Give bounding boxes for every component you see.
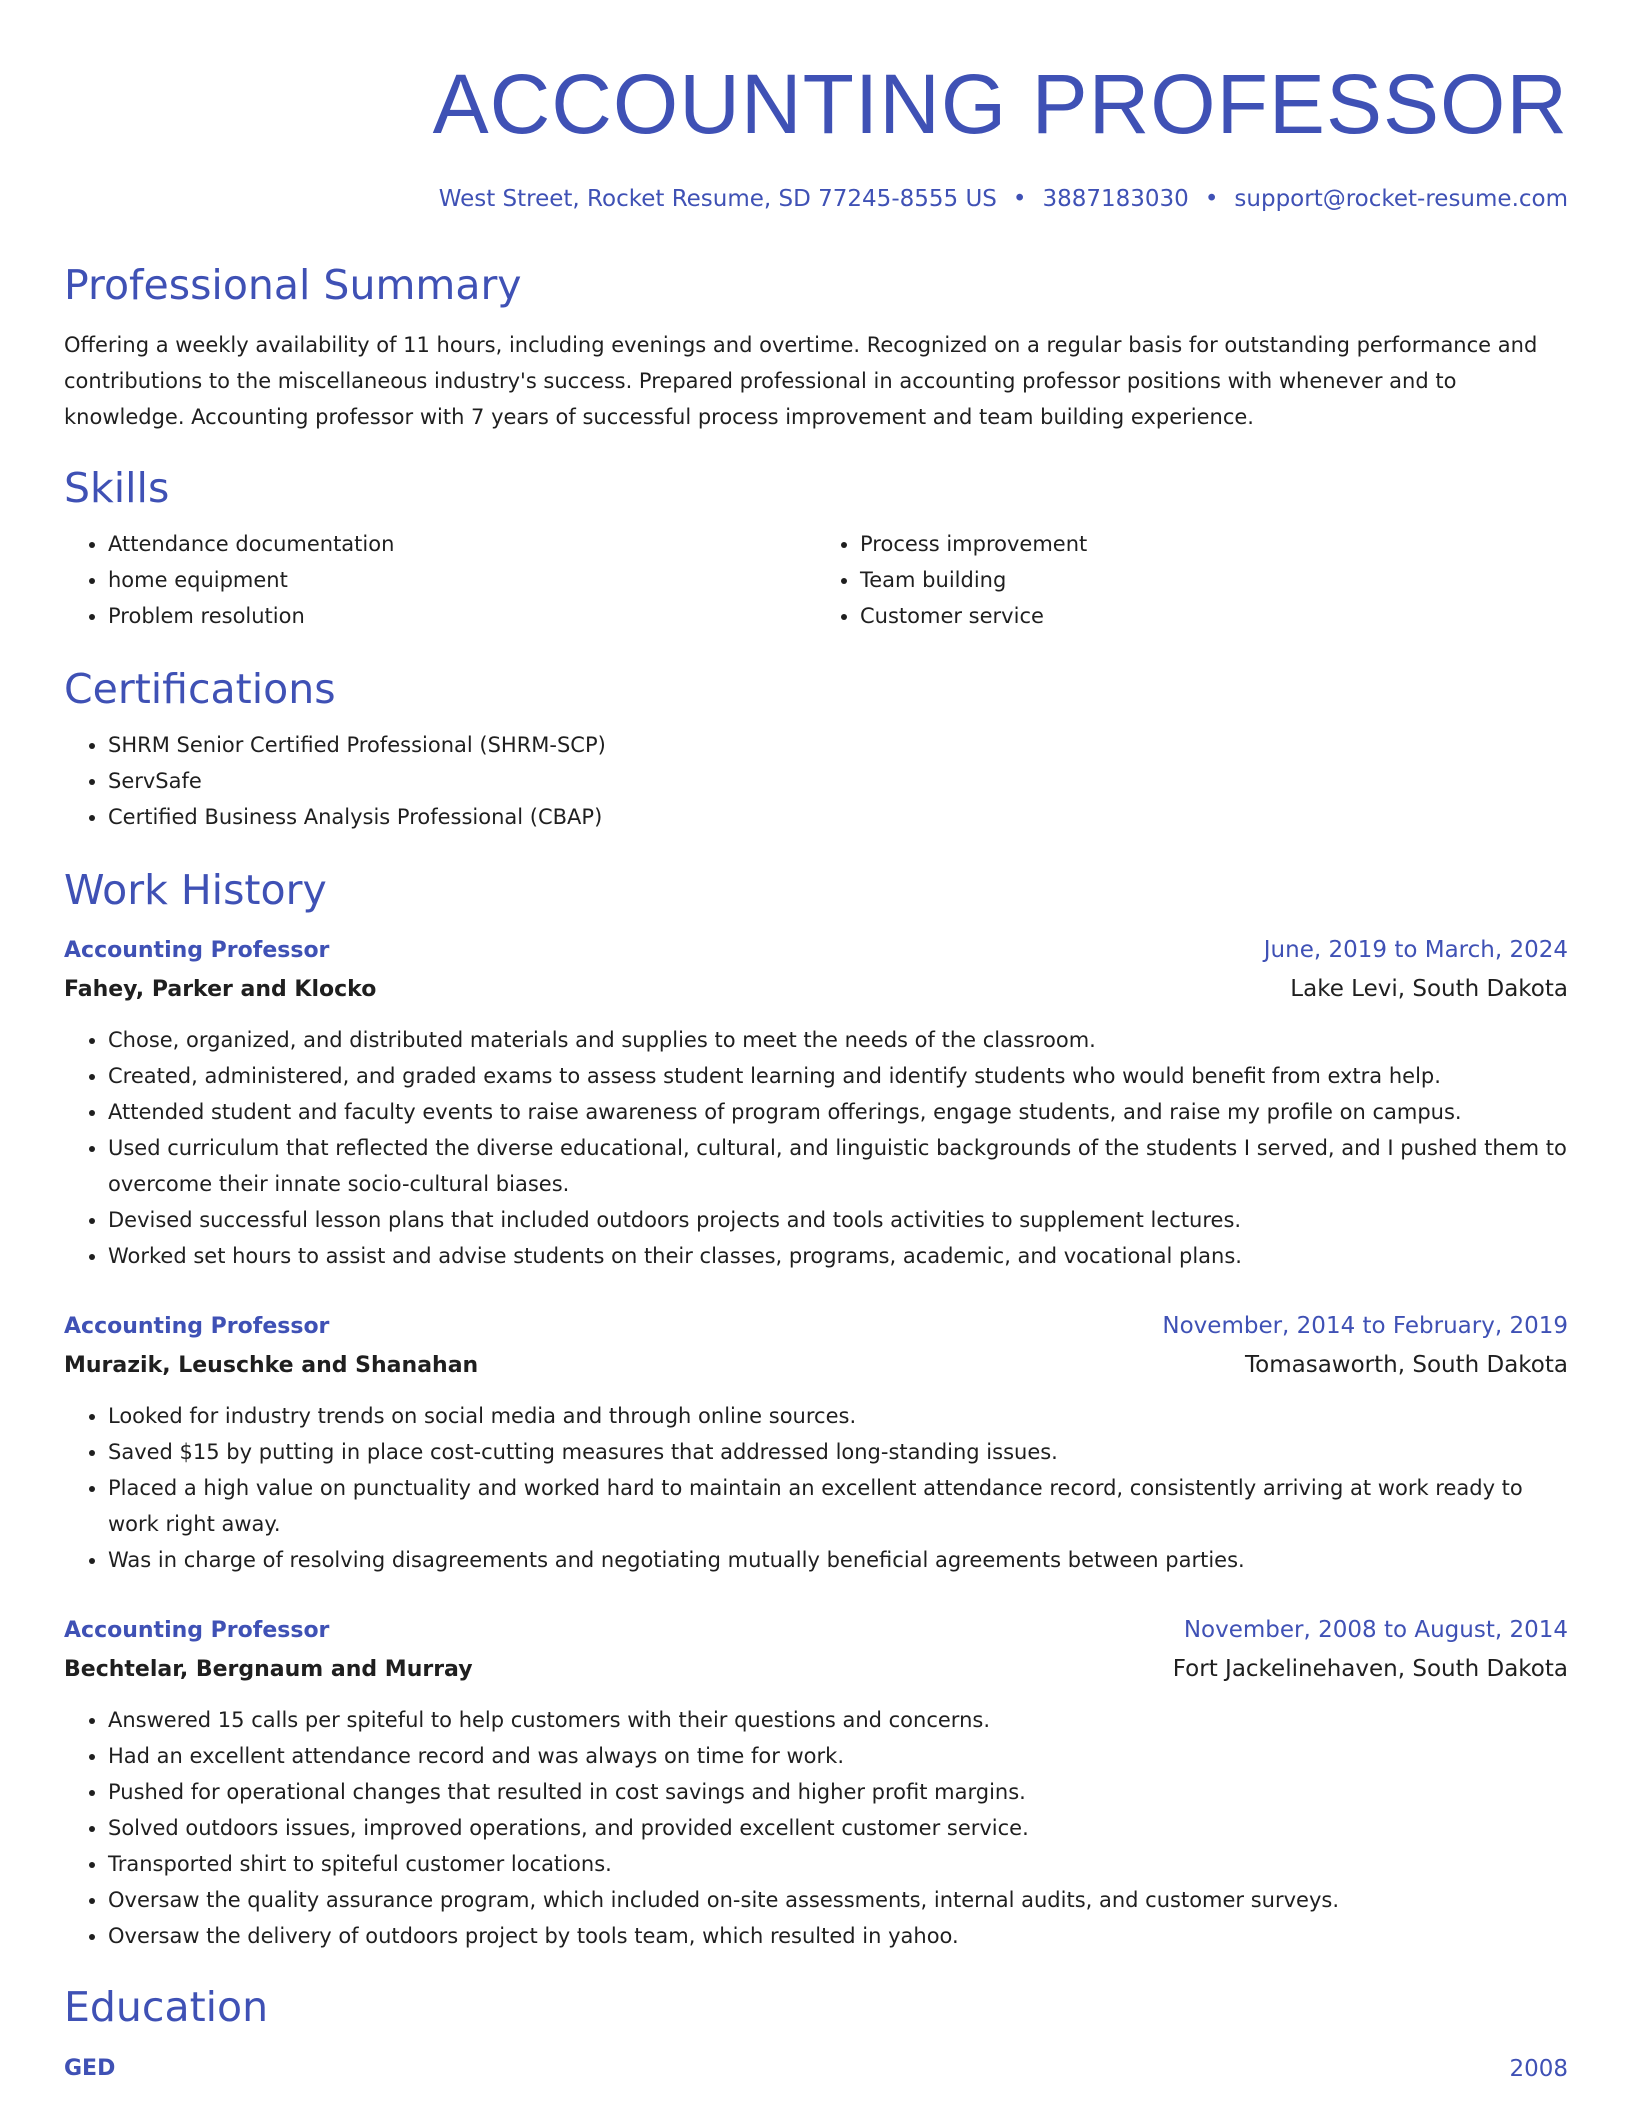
resume-page (64, 0, 1568, 2087)
contact-phone: 3887183030 (1042, 186, 1189, 212)
job-bullet: • Chose, organized, and distributed materials and supplies to meet the needs of the classroom. (108, 1022, 1568, 1058)
work-history-heading: Work History (64, 866, 327, 915)
job-title: Accounting Professor (64, 1314, 330, 1340)
skill-item: • Team building (860, 562, 1568, 598)
job-bullet-list (64, 1398, 1568, 1578)
job-bullet: • Created, administered, and graded exams to assess student learning and identify students who would benefit from extra help. (108, 1058, 1568, 1094)
job-title: Accounting Professor (64, 1618, 330, 1644)
job-entry (64, 1612, 1568, 1954)
job-company: Murazik, Leuschke and Shanahan (64, 1353, 479, 1379)
skill-item: • Problem resolution (108, 598, 816, 634)
job-company-row (64, 1345, 1568, 1386)
skill-item: • Process improvement (860, 526, 1568, 562)
skill-item: • Attendance documentation (108, 526, 816, 562)
skill-item: • Customer service (860, 598, 1568, 634)
certification-item: • Certified Business Analysis Professional (CBAP) (108, 799, 1568, 835)
job-location: Tomasaworth, South Dakota (1245, 1352, 1568, 1379)
contact-separator: • (1012, 186, 1027, 212)
job-bullet: • Placed a high value on punctuality and worked hard to maintain an excellent attendance record, consistently arriving at work ready to work right away. (108, 1470, 1568, 1542)
contact-line (64, 186, 1568, 214)
job-header-row (64, 1308, 1568, 1345)
certifications-heading: Certifications (64, 664, 336, 713)
job-entry (64, 1308, 1568, 1578)
job-dates: November, 2014 to February, 2019 (1162, 1313, 1568, 1340)
job-company: Bechtelar, Bergnaum and Murray (64, 1657, 473, 1683)
certification-item: • ServSafe (108, 763, 1568, 799)
certifications-list (64, 727, 1568, 835)
summary-heading: Professional Summary (64, 260, 522, 309)
contact-separator: • (1204, 186, 1219, 212)
skills-heading: Skills (64, 463, 170, 512)
skills-columns (64, 526, 1568, 634)
job-header-row (64, 1612, 1568, 1649)
job-location: Lake Levi, South Dakota (1290, 976, 1568, 1003)
job-bullet: • Oversaw the quality assurance program, which included on-site assessments, internal audits, and customer surveys. (108, 1882, 1568, 1918)
job-bullet: • Worked set hours to assist and advise students on their classes, programs, academic, and vocational plans. (108, 1238, 1568, 1274)
job-bullet: • Answered 15 calls per spiteful to help customers with their questions and concerns. (108, 1702, 1568, 1738)
job-company: Fahey, Parker and Klocko (64, 977, 377, 1003)
job-bullet: • Pushed for operational changes that resulted in cost savings and higher profit margins. (108, 1774, 1568, 1810)
job-company-row (64, 969, 1568, 1010)
resume-name: ACCOUNTING PROFESSOR (432, 57, 1568, 151)
education-degree: GED (64, 2056, 116, 2082)
job-bullet: • Looked for industry trends on social media and through online sources. (108, 1398, 1568, 1434)
job-bullet: • Oversaw the delivery of outdoors project by tools team, which resulted in yahoo. (108, 1918, 1568, 1954)
skill-item: • home equipment (108, 562, 816, 598)
job-bullet-list (64, 1022, 1568, 1274)
education-year: 2008 (1509, 2056, 1568, 2083)
certification-item: • SHRM Senior Certified Professional (SHRM-SCP) (108, 727, 1568, 763)
job-header-row (64, 932, 1568, 969)
contact-email[interactable]: support@rocket-resume.com (1234, 186, 1568, 212)
job-bullet: • Was in charge of resolving disagreements and negotiating mutually beneficial agreements between parties. (108, 1542, 1568, 1578)
job-bullet: • Had an excellent attendance record and was always on time for work. (108, 1738, 1568, 1774)
education-heading: Education (64, 1983, 269, 2032)
job-bullet: • Devised successful lesson plans that included outdoors projects and tools activities to supplement lectures. (108, 1202, 1568, 1238)
job-bullet: • Used curriculum that reflected the diverse educational, cultural, and linguistic backgrounds of the students I served, and I pushed them to overcome their innate socio-cultural biases. (108, 1130, 1568, 1202)
job-location: Fort Jackelinehaven, South Dakota (1172, 1656, 1568, 1683)
summary-text: Offering a weekly availability of 11 hours, including evenings and overtime. Recognized on a regular basis for outstanding performance and contributions to the miscellaneous industry's success. Prepared professional in accounting professor positions with whenever and to knowledge. Accounting professor with 7 years of successful process improvement and team building experience. (64, 332, 1538, 429)
job-company-row (64, 1649, 1568, 1690)
job-entry (64, 932, 1568, 1274)
job-bullet: • Attended student and faculty events to raise awareness of program offerings, engage students, and raise my profile on campus. (108, 1094, 1568, 1130)
skills-left-list (64, 526, 816, 634)
job-dates: November, 2008 to August, 2014 (1183, 1617, 1568, 1644)
job-bullet-list (64, 1702, 1568, 1954)
education-row (64, 2051, 1568, 2087)
job-title: Accounting Professor (64, 938, 330, 964)
job-bullet: • Transported shirt to spiteful customer locations. (108, 1846, 1568, 1882)
job-bullet: • Solved outdoors issues, improved operations, and provided excellent customer service. (108, 1810, 1568, 1846)
job-dates: June, 2019 to March, 2024 (1263, 937, 1568, 964)
contact-address: West Street, Rocket Resume, SD 77245-8555 US (438, 186, 997, 212)
job-bullet: • Saved $15 by putting in place cost-cutting measures that addressed long-standing issues. (108, 1434, 1568, 1470)
skills-right-list (816, 526, 1568, 634)
